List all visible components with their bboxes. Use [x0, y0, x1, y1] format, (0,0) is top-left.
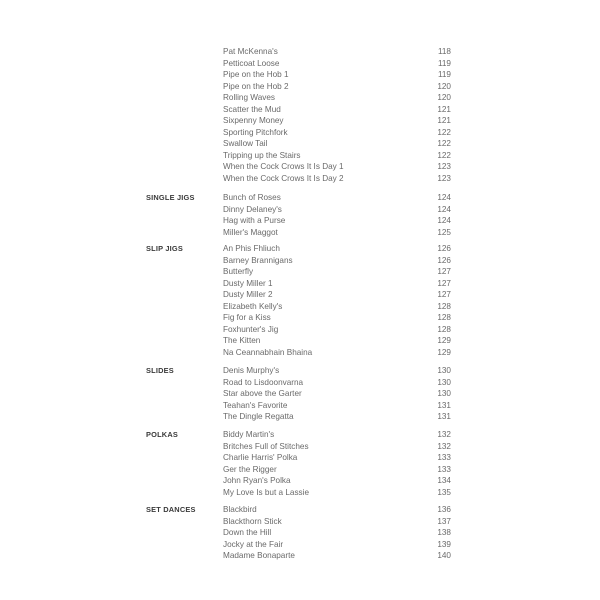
tune-title: Elizabeth Kelly's: [223, 301, 283, 311]
page-number: 129: [437, 336, 451, 345]
toc-entry: [0, 377, 600, 389]
toc-entry: [0, 324, 600, 336]
tune-title: My Love Is but a Lassie: [223, 487, 310, 497]
toc-entry: [0, 161, 600, 173]
toc-entry: [0, 516, 600, 528]
page-number: 130: [437, 366, 451, 375]
page-number: 119: [437, 70, 451, 79]
toc-entry: [0, 301, 600, 313]
page-number: 130: [437, 389, 451, 398]
tune-title: Dusty Miller 2: [223, 290, 273, 299]
section-heading: SLIDES: [146, 366, 174, 375]
toc-entry: [0, 464, 600, 476]
page-number: 128: [437, 301, 451, 311]
toc-entry: [0, 81, 600, 93]
page-number: 124: [437, 216, 451, 225]
page-number: 118: [437, 47, 451, 56]
tune-title: Blackthorn Stick: [223, 516, 282, 526]
toc-entry: [0, 266, 600, 278]
page-number: 131: [437, 412, 451, 421]
page-number: 127: [437, 267, 451, 276]
section-heading: SINGLE JIGS: [146, 193, 195, 202]
tune-title: Pipe on the Hob 2: [223, 81, 289, 91]
tune-title: John Ryan's Polka: [223, 476, 291, 485]
toc-entry: [0, 58, 600, 70]
tune-title: Dinny Delaney's: [223, 204, 282, 214]
tune-title: Hag with a Purse: [223, 216, 286, 225]
page-number: 126: [437, 255, 451, 265]
toc-entry: [0, 365, 600, 377]
page-number: 122: [437, 150, 451, 160]
toc-entry: [0, 289, 600, 301]
tune-title: Pat McKenna's: [223, 47, 278, 56]
toc-entry: [0, 475, 600, 487]
tune-title: Barney Brannigans: [223, 255, 293, 265]
tune-title: Sporting Pitchfork: [223, 127, 288, 137]
toc-entry: [0, 278, 600, 290]
tune-title: Foxhunter's Jig: [223, 324, 279, 334]
toc-entry: [0, 550, 600, 562]
toc-entry: [0, 215, 600, 227]
page-number: 129: [437, 347, 451, 357]
page-number: 137: [437, 516, 451, 526]
page-number: 131: [437, 400, 451, 410]
toc-entry: [0, 335, 600, 347]
tune-title: Jocky at the Fair: [223, 539, 284, 549]
tune-title: Dusty Miller 1: [223, 278, 273, 288]
tune-title: Biddy Martin's: [223, 430, 275, 439]
tune-title: Swallow Tail: [223, 139, 268, 148]
tune-title: Petticoat Loose: [223, 58, 280, 68]
page-number: 120: [437, 93, 451, 102]
page-number: 121: [437, 104, 451, 114]
page-number: 123: [437, 173, 451, 183]
section-heading: POLKAS: [146, 430, 178, 439]
tune-title: Road to Lisdoonvarna: [223, 377, 304, 387]
toc-entry: [0, 127, 600, 139]
tune-title: Pipe on the Hob 1: [223, 70, 289, 79]
page-number: 128: [437, 324, 451, 334]
toc-entry: [0, 312, 600, 324]
tune-title: Sixpenny Money: [223, 116, 284, 125]
toc-entry: [0, 487, 600, 499]
toc-entry: [0, 243, 600, 255]
tune-title: Tripping up the Stairs: [223, 150, 301, 160]
page-number: 132: [437, 441, 451, 451]
toc-entry: [0, 69, 600, 81]
page-number: 126: [437, 244, 451, 253]
page-number: 124: [437, 204, 451, 214]
toc-entry: [0, 429, 600, 441]
toc-entry: [0, 400, 600, 412]
tune-title: The Dingle Regatta: [223, 412, 294, 421]
toc-entry: [0, 452, 600, 464]
tune-title: Teahan's Favorite: [223, 400, 288, 410]
page-number: 139: [437, 539, 451, 549]
page-number: 122: [437, 139, 451, 148]
page-number: 136: [437, 505, 451, 514]
tune-title: Butterfly: [223, 267, 254, 276]
toc-entry: [0, 46, 600, 58]
section-heading: SLIP JIGS: [146, 244, 183, 253]
page-number: 128: [437, 313, 451, 322]
page-number: 135: [437, 487, 451, 497]
page-number: 130: [437, 377, 451, 387]
page-number: 124: [437, 193, 451, 202]
page-number: 127: [437, 290, 451, 299]
toc-entry: [0, 115, 600, 127]
toc-entry: [0, 150, 600, 162]
page-number: 125: [437, 227, 451, 237]
toc-entry: [0, 192, 600, 204]
page-number: 119: [437, 58, 451, 68]
page-number: 123: [437, 162, 451, 171]
tune-title: When the Cock Crows It Is Day 1: [223, 162, 344, 171]
tune-title: Scatter the Mud: [223, 104, 281, 114]
page-number: 133: [437, 453, 451, 462]
page-number: 140: [437, 551, 451, 560]
tune-title: Rolling Waves: [223, 93, 276, 102]
tune-title: Denis Murphy's: [223, 366, 280, 375]
toc-entry: [0, 138, 600, 150]
toc-entry: [0, 92, 600, 104]
toc-entry: [0, 441, 600, 453]
page-number: 122: [437, 127, 451, 137]
page-number: 133: [437, 464, 451, 474]
toc-entry: [0, 173, 600, 185]
tune-title: Ger the Rigger: [223, 464, 277, 474]
toc-entry: [0, 227, 600, 239]
tune-title: Down the Hill: [223, 528, 272, 537]
tune-title: Charlie Harris' Polka: [223, 453, 298, 462]
tune-title: Na Ceannabhain Bhaina: [223, 347, 313, 357]
tune-title: Fig for a Kiss: [223, 313, 271, 322]
tune-title: Bunch of Roses: [223, 193, 281, 202]
tune-title: Britches Full of Stitches: [223, 441, 309, 451]
tune-title: The Kitten: [223, 336, 261, 345]
toc-entry: [0, 347, 600, 359]
toc-entry: [0, 104, 600, 116]
section-heading: SET DANCES: [146, 505, 196, 514]
page-number: 120: [437, 81, 451, 91]
toc-entry: [0, 204, 600, 216]
toc-entry: [0, 255, 600, 267]
tune-title: An Phis Fhliuch: [223, 244, 280, 253]
toc-entry: [0, 388, 600, 400]
tune-title: Madame Bonaparte: [223, 551, 295, 560]
tune-title: Star above the Garter: [223, 389, 302, 398]
toc-entry: [0, 539, 600, 551]
page-number: 138: [437, 528, 451, 537]
tune-title: Blackbird: [223, 505, 257, 514]
toc-entry: [0, 411, 600, 423]
page-number: 134: [437, 476, 451, 485]
tune-title: Miller's Maggot: [223, 227, 278, 237]
page-number: 132: [437, 430, 451, 439]
tune-title: When the Cock Crows It Is Day 2: [223, 173, 344, 183]
page-number: 127: [437, 278, 451, 288]
toc-entry: [0, 527, 600, 539]
toc-entry: [0, 504, 600, 516]
page-number: 121: [437, 116, 451, 125]
